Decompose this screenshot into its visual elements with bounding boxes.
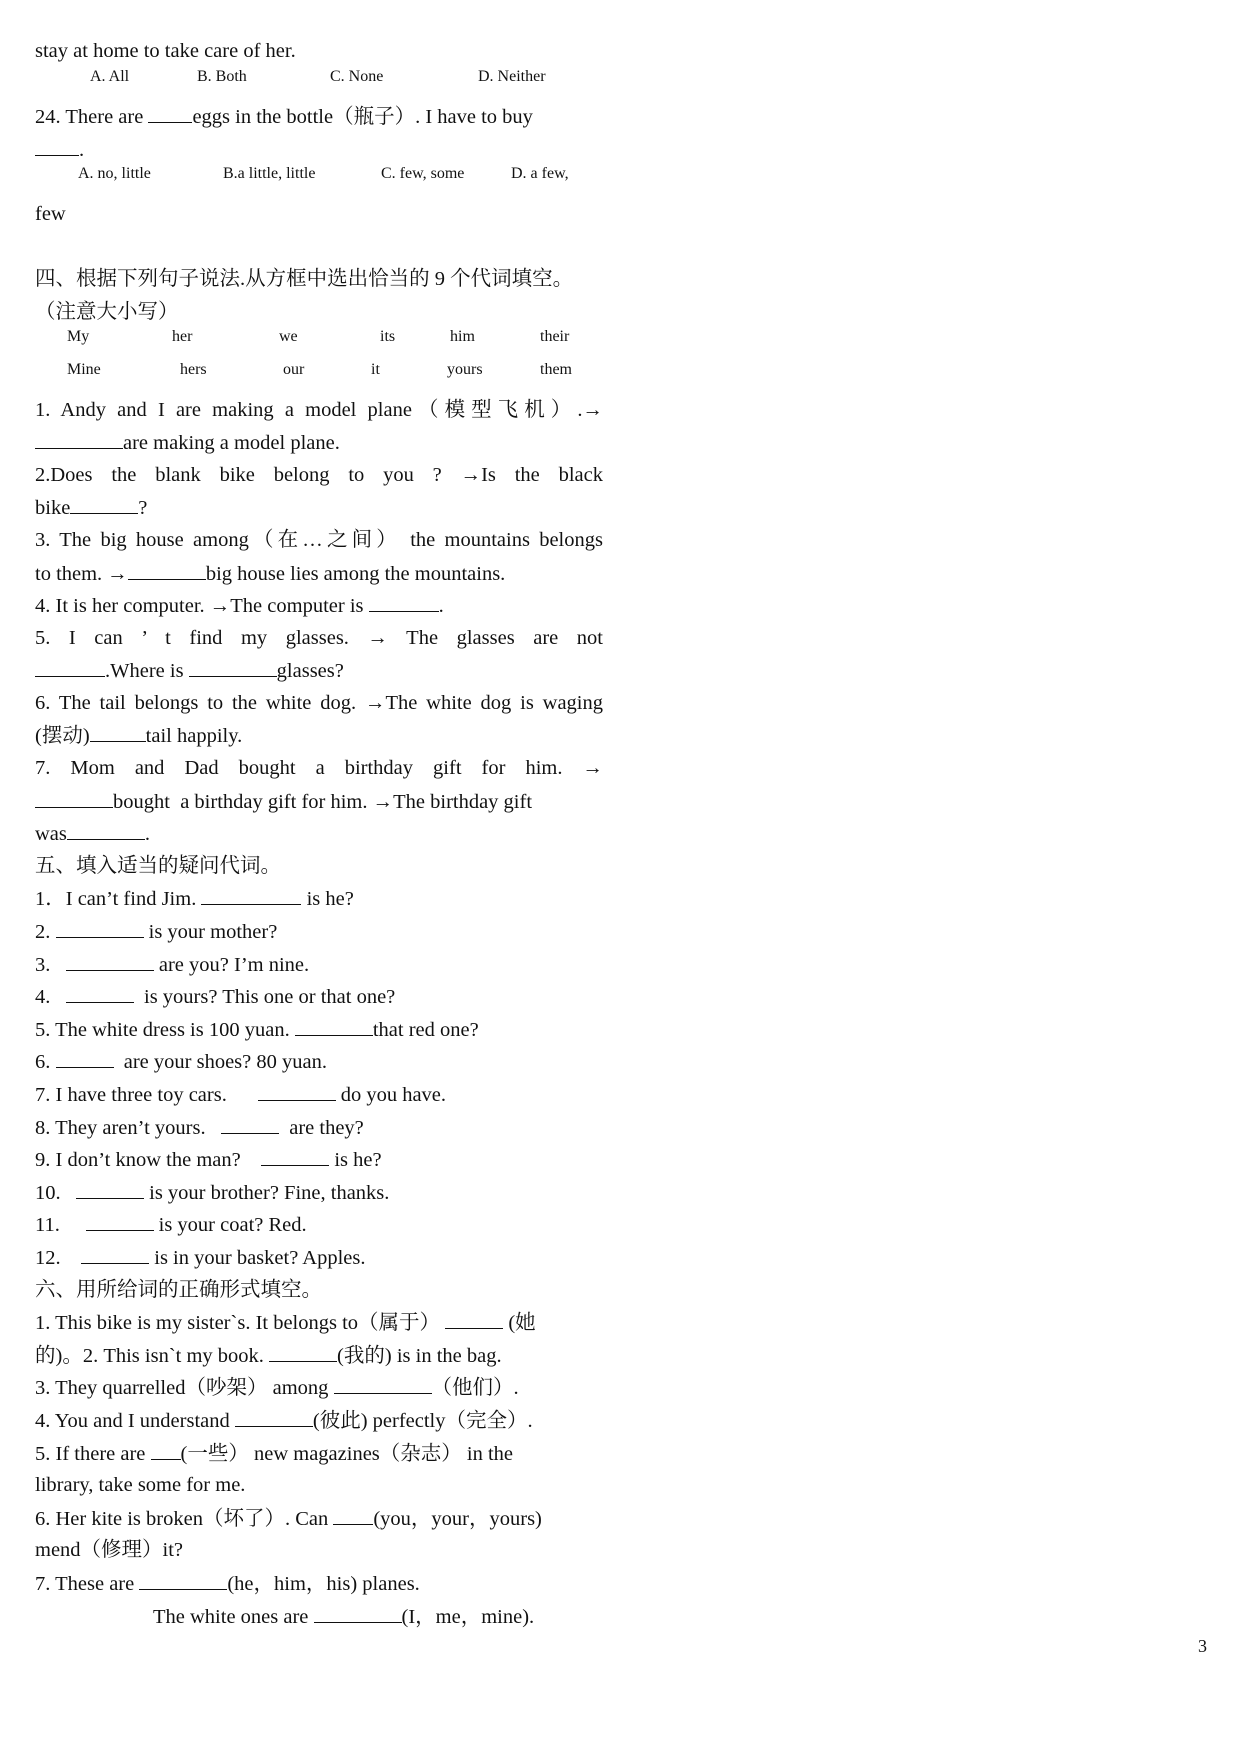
s4-q5: 5. I can ’ t find my glasses. → The glasses are not — [35, 626, 603, 649]
option-b: B.a little, little — [223, 165, 316, 183]
pronoun-box-row-2 — [35, 361, 603, 394]
pronoun-word: yours — [447, 360, 483, 378]
page-number: 3 — [1198, 1636, 1207, 1656]
question-24: 24. There are eggs in the bottle（瓶子）. I have to buy — [35, 100, 603, 133]
question-23-options — [35, 68, 603, 101]
pronoun-box-row-1 — [35, 328, 603, 361]
s4-q1-cont: are making a model plane. — [35, 426, 603, 459]
section-4-note: （注意大小写） — [35, 300, 179, 323]
pronoun-word: them — [540, 360, 572, 378]
s6-q5: 5. If there are (一些） new magazines（杂志） in the — [35, 1437, 603, 1470]
s4-q3: 3. The big house among（在…之间） the mountains belongs — [35, 528, 603, 551]
pronoun-word: My — [67, 328, 90, 346]
s5-q8: 8. They aren’t yours. are they? — [35, 1111, 603, 1144]
pronoun-word: we — [279, 328, 298, 346]
s5-q5: 5. The white dress is 100 yuan. that red one? — [35, 1013, 603, 1046]
pronoun-word: her — [172, 328, 193, 346]
option-b: B. Both — [197, 67, 247, 85]
s5-q11: 11. is your coat? Red. — [35, 1208, 603, 1241]
s6-q4: 4. You and I understand (彼此) perfectly（完全）. — [35, 1404, 603, 1437]
s4-q7-cont2: was . — [35, 817, 603, 850]
s4-q6: 6. The tail belongs to the white dog. →The white dog is waging — [35, 691, 603, 714]
s5-q2: 2. is your mother? — [35, 915, 603, 948]
s6-q5-cont: library, take some for me. — [35, 1474, 246, 1497]
s4-q5-cont: .Where is glasses? — [35, 654, 603, 687]
s6-q1-cont: 的)。2. This isn`t my book. (我的) is in the bag. — [35, 1339, 603, 1372]
text-line: few — [35, 202, 66, 225]
pronoun-word: him — [450, 328, 475, 346]
s6-q6: 6. Her kite is broken（坏了）. Can (you，your，yours) — [35, 1502, 603, 1535]
section-6-title: 六、用所给词的正确形式填空。 — [35, 1278, 322, 1301]
s5-q6: 6. are your shoes? 80 yuan. — [35, 1045, 603, 1078]
s6-q6-cont: mend（修理）it? — [35, 1539, 184, 1562]
s5-q4: 4. is yours? This one or that one? — [35, 980, 603, 1013]
pronoun-word: hers — [180, 360, 207, 378]
spacer — [35, 231, 603, 264]
pronoun-word: Mine — [67, 360, 101, 378]
s4-q3-cont: to them. → big house lies among the mountains. — [35, 557, 603, 590]
s4-q2: 2.Does the blank bike belong to you ? →Is the black — [35, 463, 603, 486]
s4-q7: 7. Mom and Dad bought a birthday gift for him. → — [35, 757, 603, 780]
s4-q6-cont: (摆动) tail happily. — [35, 719, 603, 752]
section-4-title: 四、根据下列句子说法.从方框中选出恰当的 9 个代词填空。 — [35, 268, 574, 291]
s4-q1: 1. Andy and I are making a model plane（模型飞机）.→ — [35, 398, 603, 421]
s4-q2-cont: bike ? — [35, 491, 603, 524]
pronoun-word: its — [380, 328, 396, 346]
option-d: D. Neither — [478, 67, 546, 85]
s6-q7: 7. These are (he，him，his) planes. — [35, 1567, 603, 1600]
option-a: A. no, little — [78, 165, 151, 183]
pronoun-word: their — [540, 328, 570, 346]
s4-q7-cont: bought a birthday gift for him. →The birthday gift — [35, 785, 603, 818]
pronoun-word: it — [371, 360, 380, 378]
option-c: C. None — [330, 67, 384, 85]
s6-q1: 1. This bike is my sister`s. It belongs to（属于） (她 — [35, 1306, 603, 1339]
pronoun-word: our — [283, 360, 305, 378]
s6-q3: 3. They quarrelled（吵架） among （他们）. — [35, 1371, 603, 1404]
section-5-title: 五、填入适当的疑问代词。 — [35, 854, 281, 877]
s5-q3: 3. are you? I’m nine. — [35, 948, 603, 981]
s5-q10: 10. is your brother? Fine, thanks. — [35, 1176, 603, 1209]
question-24-cont: . — [35, 133, 603, 166]
s4-q4: 4. It is her computer. →The computer is . — [35, 589, 603, 622]
option-a: A. All — [90, 67, 130, 85]
option-c: C. few, some — [381, 165, 465, 183]
text-line: stay at home to take care of her. — [35, 40, 296, 62]
option-d: D. a few, — [511, 165, 569, 183]
s5-q1: 1．I can’t find Jim. is he? — [35, 882, 603, 915]
worksheet-page — [35, 35, 603, 1632]
question-24-options — [35, 165, 603, 198]
s5-q7: 7. I have three toy cars. do you have. — [35, 1078, 603, 1111]
s6-q7-cont: The white ones are (I，me，mine). — [35, 1600, 603, 1633]
s5-q12: 12. is in your basket? Apples. — [35, 1241, 603, 1274]
s5-q9: 9. I don’t know the man? is he? — [35, 1143, 603, 1176]
